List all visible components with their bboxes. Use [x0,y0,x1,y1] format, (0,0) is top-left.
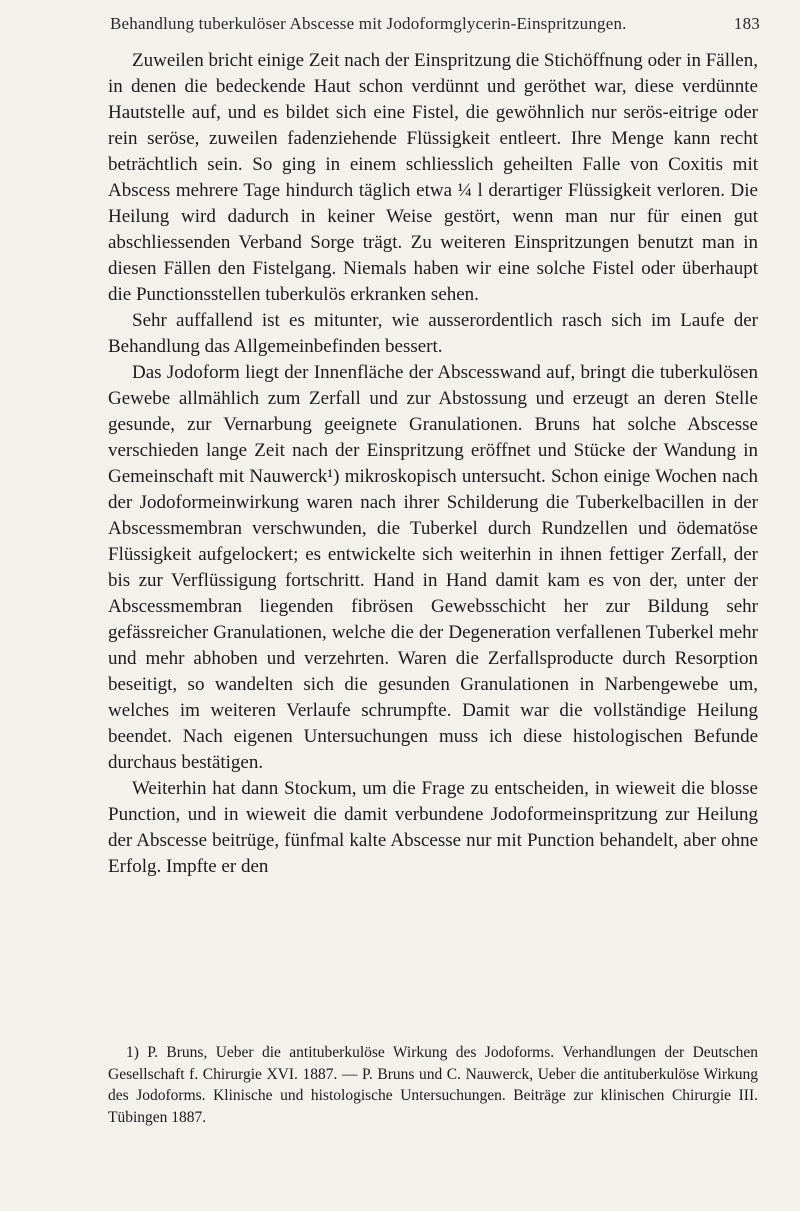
page-number: 183 [733,14,760,33]
footnotes [108,1042,758,1128]
page-header [110,14,760,34]
paragraph: Das Jodoform liegt der Innenfläche der Abscesswand auf, bringt die tuberkulösen Gewebe allmählich zum Zerfall und zur Abstossung und erzeugt an deren Stelle gesunde, zur Vernarbung geeignete Granulationen. Bruns hat solche Abscesse verschieden lange Zeit nach der Einspritzung eröffnet und Stücke der Wandung in Gemeinschaft mit Nauwerck¹) mikroskopisch untersucht. Schon einige Wochen nach der Jodoformeinwirkung waren nach ihrer Schilderung die Tuberkelbacillen in der Abscessmembran verschwunden, die Tuberkel durch Rundzellen und ödematöse Flüssigkeit aufgelockert; es entwickelte sich weiterhin in ihnen fettiger Zerfall, der bis zur Verflüssigung fortschritt. Hand in Hand damit kam es von der, unter der Abscessmembran liegenden fibrösen Gewebsschicht her zur Bildung sehr gefässreicher Granulationen, welche die der Degeneration verfallenen Tuberkel mehr und mehr abhoben und verzehrten. Waren die Zerfallsproducte durch Resorption beseitigt, so wandelten sich die gesunden Granulationen in Narbengewebe um, welches im weiteren Verlaufe schrumpfte. Damit war die vollständige Heilung beendet. Nach eigenen Untersuchungen muss ich diese histologischen Befunde durchaus bestätigen. [108,362,758,773]
paragraph: Weiterhin hat dann Stockum, um die Frage zu entscheiden, in wieweit die blosse Punction, und in wieweit die damit verbundene Jodoformeinspritzung zur Heilung der Abscesse beitrüge, fünfmal kalte Abscesse nur mit Punction behandelt, aber ohne Erfolg. Impfte er den [108,778,758,877]
running-title: Behandlung tuberkulöser Abscesse mit Jodoformglycerin-Einspritzungen. [110,14,627,33]
paragraph: Zuweilen bricht einige Zeit nach der Einspritzung die Stichöffnung oder in Fällen, in denen die bedeckende Haut schon verdünnt und geröthet war, diese verdünnte Hautstelle auf, und es bildet sich eine Fistel, die gewöhnlich nur serös-eitrige oder rein seröse, zuweilen fadenziehende Flüssigkeit entleert. Ihre Menge kann recht beträchtlich sein. So ging in einem schliesslich geheilten Falle von Coxitis mit Abscess mehrere Tage hindurch täglich etwa ¼ l derartiger Flüssigkeit verloren. Die Heilung wird dadurch in keiner Weise gestört, wenn man nur für einen gut abschliessenden Verband Sorge trägt. Zu weiteren Einspritzungen benutzt man in diesen Fällen den Fistelgang. Niemals haben wir eine solche Fistel oder überhaupt die Punctionsstellen tuberkulös erkranken sehen. [108,50,758,305]
body-text [108,48,758,880]
paragraph: Sehr auffallend ist es mitunter, wie ausserordentlich rasch sich im Laufe der Behandlung das Allgemeinbefinden bessert. [108,310,758,357]
footnote: 1) P. Bruns, Ueber die antituberkulöse Wirkung des Jodoforms. Verhandlungen der Deutschen Gesellschaft f. Chirurgie XVI. 1887. — P. Bruns und C. Nauwerck, Ueber die antituberkulöse Wirkung des Jodoforms. Klinische und histologische Untersuchungen. Beiträge zur klinischen Chirurgie III. Tübingen 1887. [108,1044,758,1126]
